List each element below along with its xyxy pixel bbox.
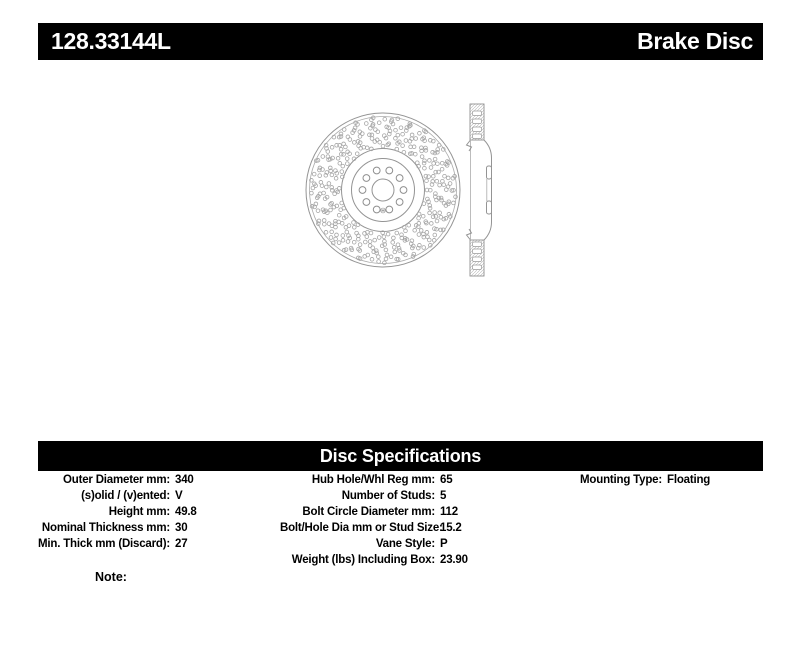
spec-value: 30 xyxy=(175,522,188,534)
spec-label: Outer Diameter mm: xyxy=(63,474,170,486)
spec-row-mounting-type xyxy=(542,472,763,488)
spec-row-height xyxy=(38,504,288,520)
spec-label: Number of Studs: xyxy=(341,490,435,502)
spec-value: V xyxy=(175,490,183,502)
spec-label: Mounting Type: xyxy=(580,474,662,486)
spec-label: Height mm: xyxy=(108,506,170,518)
product-name: Brake Disc xyxy=(637,28,753,54)
spec-row-vane-style xyxy=(280,536,542,552)
spec-row-nominal-thickness xyxy=(38,520,288,536)
spec-row-hub-hole xyxy=(280,472,542,488)
spec-label: Min. Thick mm (Discard): xyxy=(38,538,170,550)
brake-disc-front-view xyxy=(306,113,460,267)
spec-value: 5 xyxy=(440,490,447,502)
note-label: Note: xyxy=(95,570,127,584)
spec-label: Bolt/Hole Dia mm or Stud Size: xyxy=(280,522,443,534)
spec-label: Bolt Circle Diameter mm: xyxy=(302,506,435,518)
spec-row-bolt-circle-diameter xyxy=(280,504,542,520)
spec-row-bolt-hole-dia xyxy=(280,520,542,536)
spec-value: Floating xyxy=(667,474,711,486)
spec-row-outer-diameter xyxy=(38,472,288,488)
spec-value: P xyxy=(440,538,448,550)
spec-label: Weight (lbs) Including Box: xyxy=(291,554,435,566)
spec-value: 112 xyxy=(440,506,458,518)
spec-value: 23.90 xyxy=(440,554,468,566)
spec-value: 27 xyxy=(175,538,188,550)
spec-label: (s)olid / (v)ented: xyxy=(81,490,170,502)
spec-column-left xyxy=(38,472,288,552)
spec-value: 15.2 xyxy=(440,522,462,534)
spec-row-weight xyxy=(280,552,542,568)
brake-disc-cross-section xyxy=(467,104,492,276)
spec-row-min-thickness xyxy=(38,536,288,552)
part-number: 128.33144L xyxy=(51,28,171,54)
spec-value: 49.8 xyxy=(175,506,197,518)
spec-row-solid-vented xyxy=(38,488,288,504)
spec-label: Hub Hole/Whl Reg mm: xyxy=(311,474,435,486)
disc-specifications-title: Disc Specifications xyxy=(319,445,482,466)
spec-column-middle xyxy=(280,472,542,568)
spec-column-right xyxy=(542,472,763,488)
spec-label: Vane Style: xyxy=(375,538,435,550)
set-screw-hole xyxy=(381,208,386,213)
spec-value: 340 xyxy=(175,474,194,486)
spec-row-number-of-studs xyxy=(280,488,542,504)
spec-label: Nominal Thickness mm: xyxy=(41,522,170,534)
disc-specifications-header xyxy=(38,441,763,471)
bolt-holes xyxy=(359,167,407,213)
spec-value: 65 xyxy=(440,474,453,486)
